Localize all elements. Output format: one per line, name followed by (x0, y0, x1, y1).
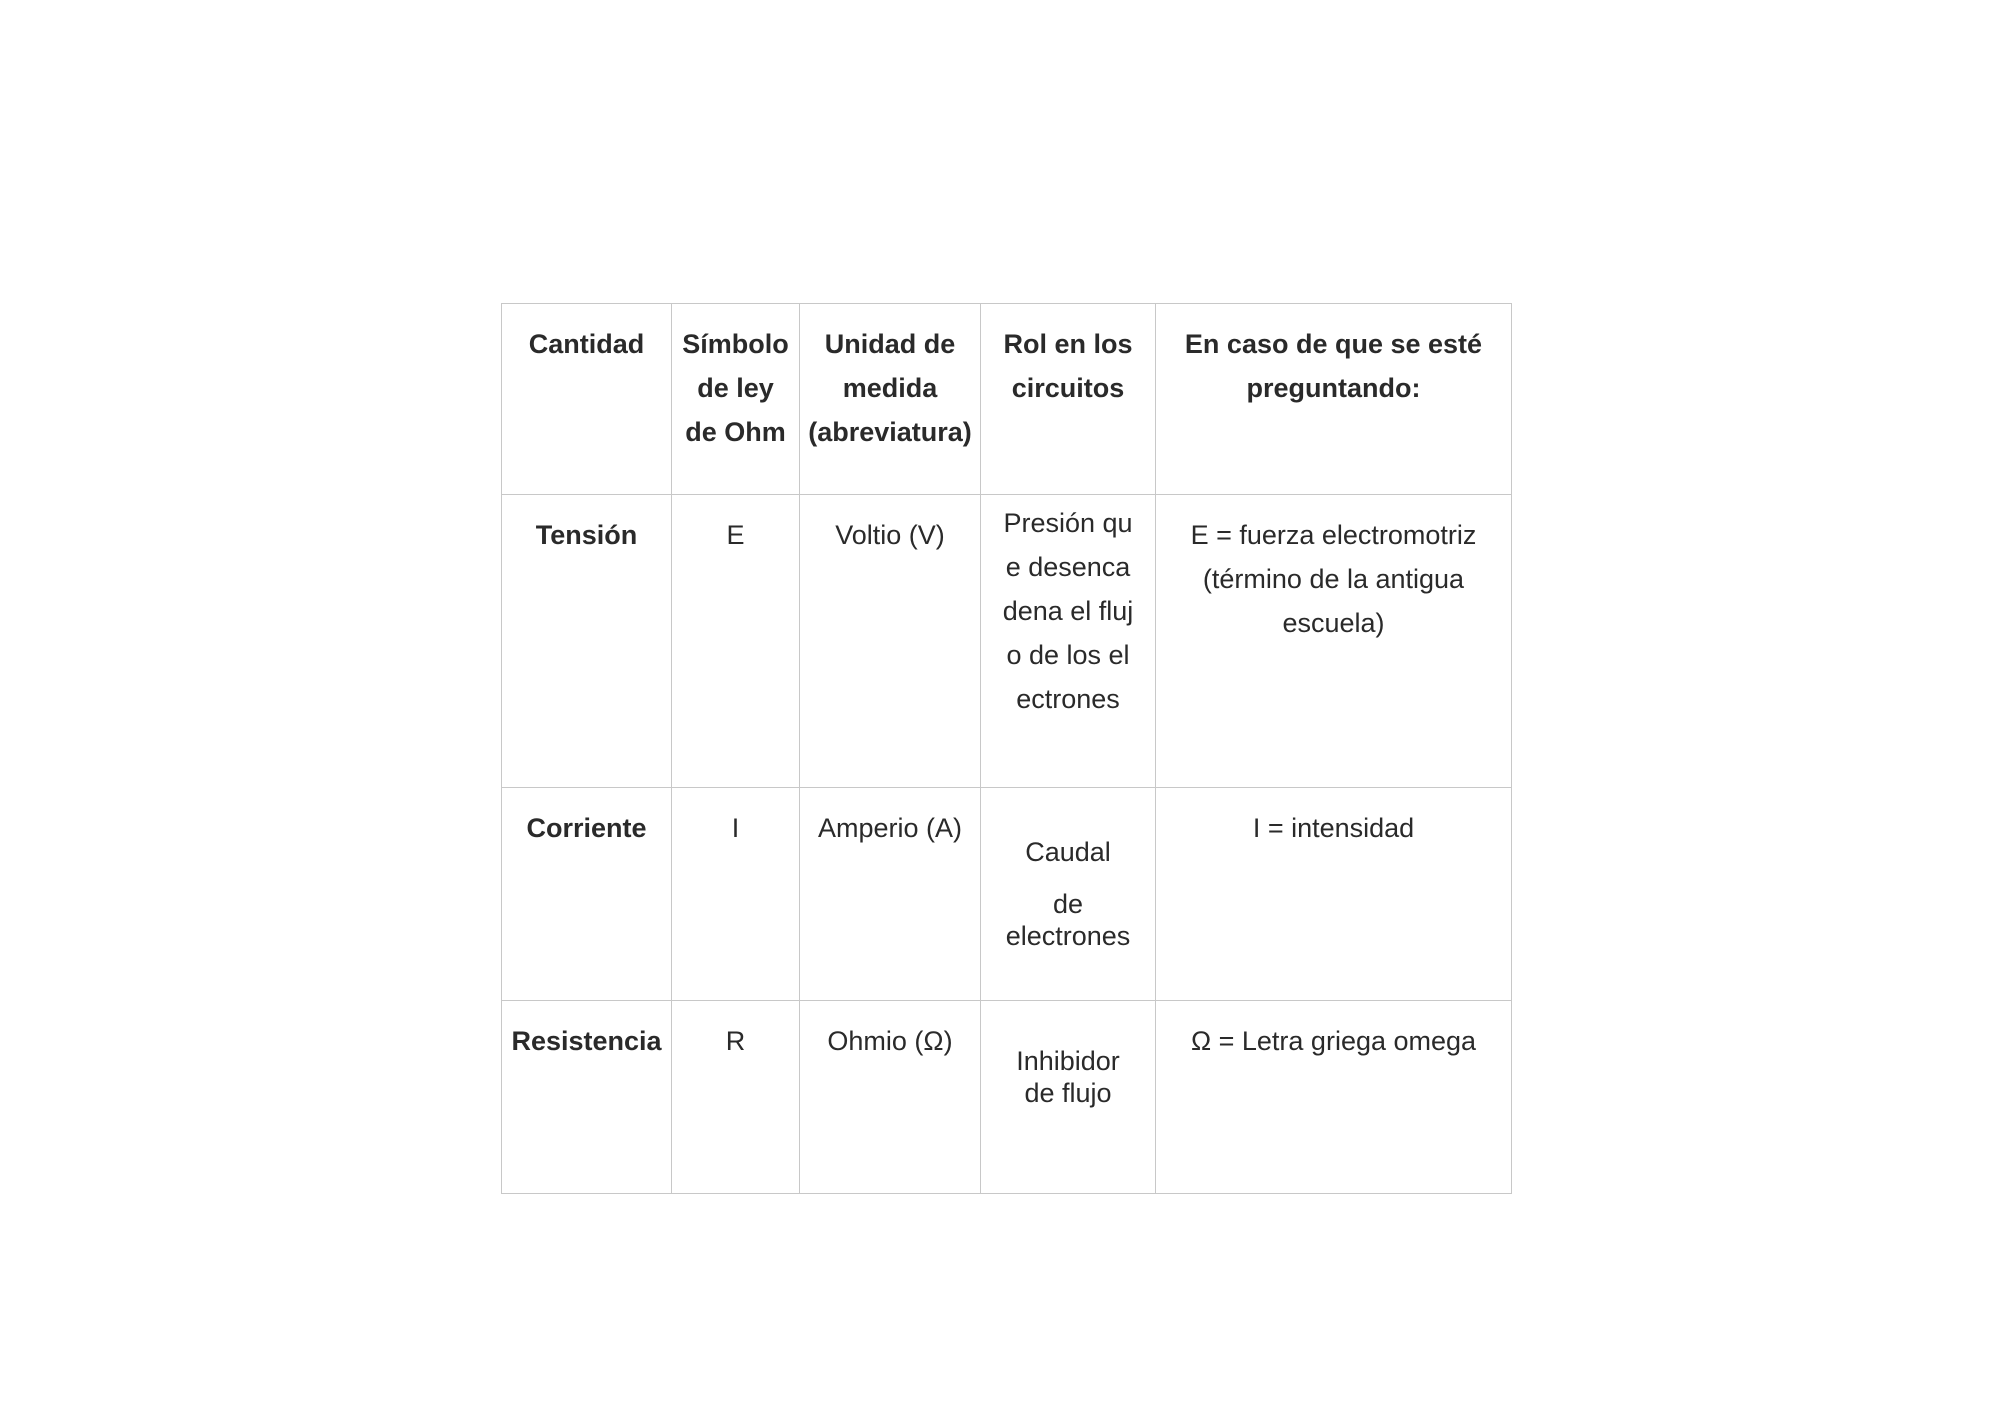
role-text (987, 1045, 1149, 1109)
table-row (502, 495, 1512, 788)
table-row (502, 1001, 1512, 1194)
role-text: Presión que desencadena el flujo de los electrones (1002, 508, 1134, 714)
table-header-row (502, 304, 1512, 495)
header-unidad: Unidad de medida (abreviatura) (800, 304, 981, 495)
unit-cell: Ohmio (Ω) (800, 1001, 981, 1194)
role-text-inner: Inhibidor de flujo (1016, 1046, 1120, 1108)
symbol-cell: I (672, 788, 800, 1001)
role-cell (981, 1001, 1156, 1194)
header-nota: En caso de que se esté preguntando: (1156, 304, 1512, 495)
table-row (502, 788, 1512, 1001)
note-cell: E = fuerza electromotriz (término de la antigua escuela) (1156, 495, 1512, 788)
role-cell (981, 788, 1156, 1001)
symbol-cell: E (672, 495, 800, 788)
header-rol: Rol en los circuitos (981, 304, 1156, 495)
header-simbolo: Símbolo de ley de Ohm (672, 304, 800, 495)
unit-cell: Voltio (V) (800, 495, 981, 788)
role-text-line2 (987, 888, 1149, 952)
header-cantidad: Cantidad (502, 304, 672, 495)
ohms-law-table (501, 303, 1512, 1194)
unit-cell: Amperio (A) (800, 788, 981, 1001)
quantity-cell: Tensión (502, 495, 672, 788)
note-cell: Ω = Letra griega omega (1156, 1001, 1512, 1194)
role-text-line1: Caudal (1025, 837, 1111, 867)
symbol-cell: R (672, 1001, 800, 1194)
role-text-line2-inner: de electrones (1005, 889, 1131, 951)
note-cell: I = intensidad (1156, 788, 1512, 1001)
quantity-cell: Corriente (502, 788, 672, 1001)
quantity-cell: Resistencia (502, 1001, 672, 1194)
role-cell (981, 495, 1156, 788)
